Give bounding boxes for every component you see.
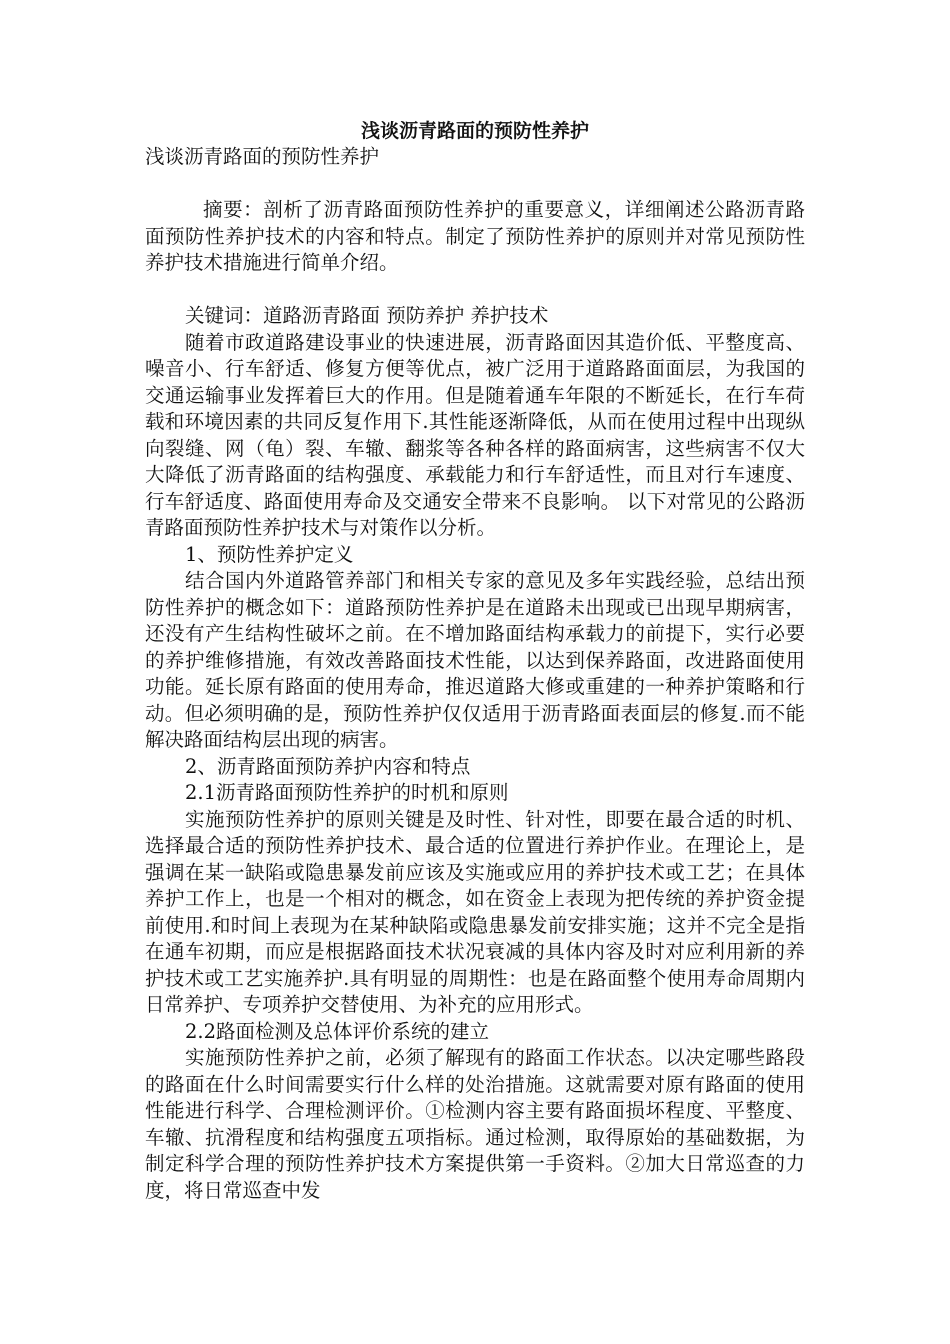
blank-line (145, 171, 805, 198)
blank-line (145, 277, 805, 304)
document-subtitle: 浅谈沥青路面的预防性养护 (145, 145, 380, 168)
document-title: 浅谈沥青路面的预防性养护 (360, 120, 589, 142)
section-1-heading: 1、预防性养护定义 (185, 542, 354, 566)
section-1-paragraph: 结合国内外道路管养部门和相关专家的意见及多年实践经验，总结出预防性养护的概念如下：道路预防性养护是在道路未出现或已出现早期病害，还没有产生结构性破坏之前。在不增加路面结构承载力的前提下，实行必要的养护维修措施，有效改善路面技术性能，以达到保养路面，改进路面使用功能。延长原有路面的使用寿命，推迟道路大修或重建的一种养护策略和行动。但必须明确的是，预防性养护仅仅适用于沥青路面表面层的修复.而不能解决路面结构层出现的病害。 (145, 569, 805, 751)
section-2-2-heading: 2.2路面检测及总体评价系统的建立 (185, 1019, 490, 1043)
document-page (145, 118, 805, 1204)
section-2-heading: 2、沥青路面预防养护内容和特点 (185, 754, 471, 778)
keywords-line: 关键词：道路沥青路面 预防养护 养护技术 (185, 304, 549, 327)
section-2-1-heading: 2.1沥青路面预防性养护的时机和原则 (185, 781, 509, 804)
abstract-paragraph: 摘要：剖析了沥青路面预防性养护的重要意义，详细阐述公路沥青路面预防性养护技术的内容和特点。制定了预防性养护的原则并对常见预防性养护技术措施进行简单介绍。 (145, 198, 805, 274)
section-2-1-paragraph: 实施预防性养护的原则关键是及时性、针对性，即要在最合适的时机、选择最合适的预防性养护技术、最合适的位置进行养护作业。在理论上，是强调在某一缺陷或隐患暴发前应该及实施或应用的养护技术或工艺；在具体养护工作上，也是一个相对的概念，如在资金上表现为把传统的养护资金提前使用.和时间上表现为在某种缺陷或隐患暴发前安排实施；这并不完全是指在通车初期，而应是根据路面技术状况衰减的具体内容及时对应利用新的养护技术或工艺实施养护.具有明显的周期性：也是在路面整个使用寿命周期内日常养护、专项养护交替使用、为补充的应用形式。 (145, 807, 805, 1016)
intro-paragraph: 随着市政道路建设事业的快速进展，沥青路面因其造价低、平整度高、噪音小、行车舒适、修复方便等优点，被广泛用于道路路面面层，为我国的交通运输事业发挥着巨大的作用。但是随着通车年限的不断延长，在行车荷载和环境因素的共同反复作用下.其性能逐渐降低，从而在使用过程中出现纵向裂缝、网（龟）裂、车辙、翻浆等各种各样的路面病害，这些病害不仅大大降低了沥青路面的结构强度、承载能力和行车舒适性，而且对行车速度、行车舒适度、路面使用寿命及交通安全带来不良影响。 以下对常见的公路沥青路面预防性养护技术与对策作以分析。 (145, 330, 805, 539)
section-2-2-paragraph: 实施预防性养护之前，必须了解现有的路面工作状态。以决定哪些路段的路面在什么时间需要实行什么样的处治措施。这就需要对原有路面的使用性能进行科学、合理检测评价。①检测内容主要有路面损坏程度、平整度、车辙、抗滑程度和结构强度五项指标。通过检测，取得原始的基础数据，为制定科学合理的预防性养护技术方案提供第一手资料。②加大日常巡查的力度，将日常巡查中发 (145, 1046, 805, 1202)
